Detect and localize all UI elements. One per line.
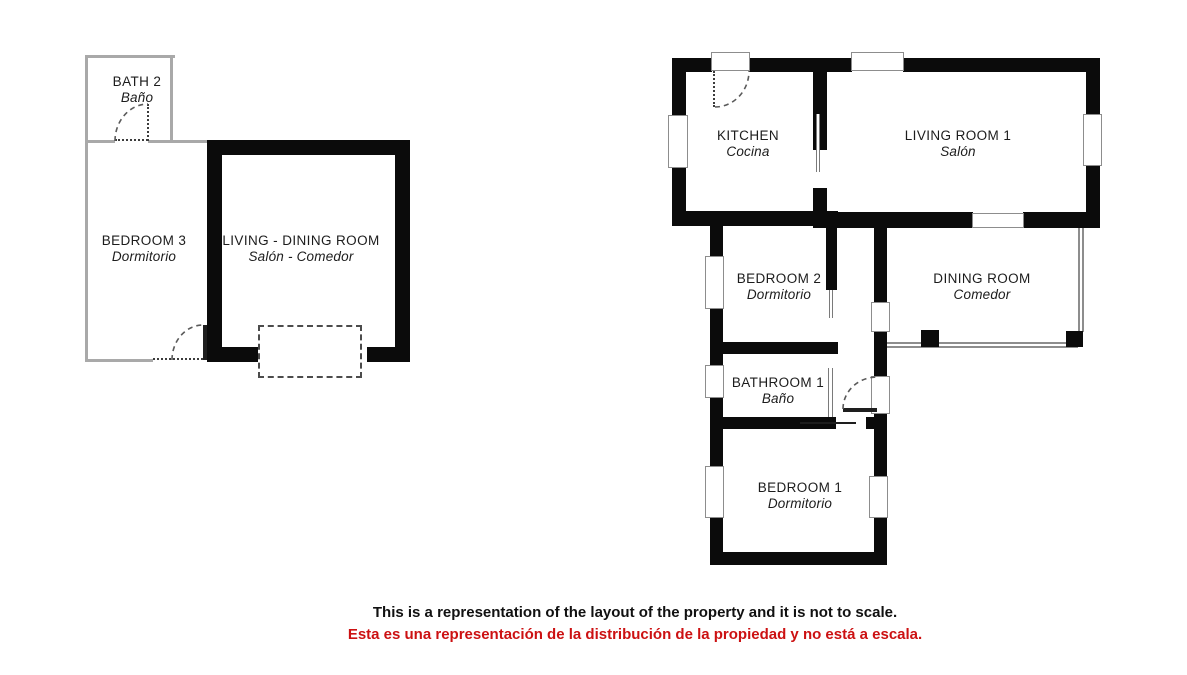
wall-segment: [874, 413, 887, 477]
room-name: BATHROOM 1: [731, 375, 825, 390]
kitchen-entry-doorframe: [711, 52, 750, 71]
room-name: LIVING - DINING ROOM: [222, 233, 380, 248]
bath2-door-arc: [115, 104, 149, 142]
room-label-bedroom-3: [102, 233, 187, 264]
livingroom1-window-bottom: [972, 213, 1024, 228]
bedroom2-door: [829, 290, 833, 318]
room-name: KITCHEN: [716, 128, 780, 143]
kitchen-living-door: [816, 114, 820, 172]
room-name: BEDROOM 3: [101, 233, 187, 248]
room-name-es: Cocina: [726, 143, 770, 159]
room-label-bedroom-2: [737, 271, 822, 302]
disclaimer-english: This is a representation of the layout of the property and it is not to scale.: [372, 604, 898, 621]
room-label-bathroom-1: [732, 375, 824, 406]
room-name-es: Dormitorio: [767, 495, 833, 511]
terrace-outline: [258, 325, 362, 378]
wall-segment: [903, 58, 1100, 72]
room-name-es: Dormitorio: [746, 286, 812, 302]
room-name: BATH 2: [112, 74, 162, 89]
bedroom3-door-arc: [172, 325, 204, 361]
wall-segment: [749, 58, 852, 72]
room-name-es: Dormitorio: [111, 248, 177, 264]
room-label-bedroom-1: [758, 480, 843, 511]
kitchen-door-arc: [715, 71, 750, 108]
room-label-kitchen: [717, 128, 779, 159]
wall-segment: [813, 212, 973, 228]
wall-segment: [710, 429, 723, 467]
room-name-es: Comedor: [953, 286, 1011, 302]
dining-window-left: [871, 302, 890, 332]
wall-segment: [710, 552, 883, 565]
room-name: BEDROOM 2: [736, 271, 822, 286]
hall-door-arc: [843, 377, 878, 410]
bedroom1-window-left: [705, 466, 724, 518]
wall-segment: [874, 228, 887, 303]
wall-segment: [921, 330, 939, 347]
room-label-dining-room: [933, 271, 1030, 302]
room-name: BEDROOM 1: [757, 480, 843, 495]
kitchen-window-left: [668, 115, 688, 168]
wall-segment: [710, 226, 723, 257]
room-label-living-dining: [222, 233, 379, 264]
bedroom1-window-right: [869, 476, 888, 518]
room-label-bath-2: [113, 74, 162, 105]
room-name-es: Baño: [761, 390, 795, 406]
wall-segment: [672, 58, 686, 116]
disclaimer-spanish: Esta es una representación de la distribución de la propiedad y no está a escala.: [347, 626, 923, 643]
room-label-living-room-1: [905, 128, 1011, 159]
wall-segment: [1086, 58, 1100, 115]
room-name-es: Salón: [940, 143, 976, 159]
livingroom1-window-top: [851, 52, 904, 71]
room-name: DINING ROOM: [933, 271, 1031, 286]
wall-segment: [1023, 212, 1100, 228]
bathroom1-window-left: [705, 365, 724, 398]
bathroom1-door: [828, 368, 833, 417]
dining-glass-wall-right: [1078, 228, 1084, 332]
wall-segment: [1066, 331, 1083, 347]
wall-segment: [826, 226, 837, 290]
disclaimer: [83, 602, 1187, 646]
wall-segment: [813, 188, 827, 212]
bedroom2-window-left: [705, 256, 724, 309]
room-name-es: Salón - Comedor: [248, 248, 354, 264]
wall-segment: [874, 517, 887, 565]
wall-segment: [710, 342, 838, 354]
room-name-es: Baño: [120, 89, 154, 105]
dining-glass-wall-bottom: [887, 342, 1078, 348]
room-name: LIVING ROOM 1: [904, 128, 1012, 143]
livingroom1-window-right: [1083, 114, 1102, 166]
wall-segment: [874, 331, 887, 377]
